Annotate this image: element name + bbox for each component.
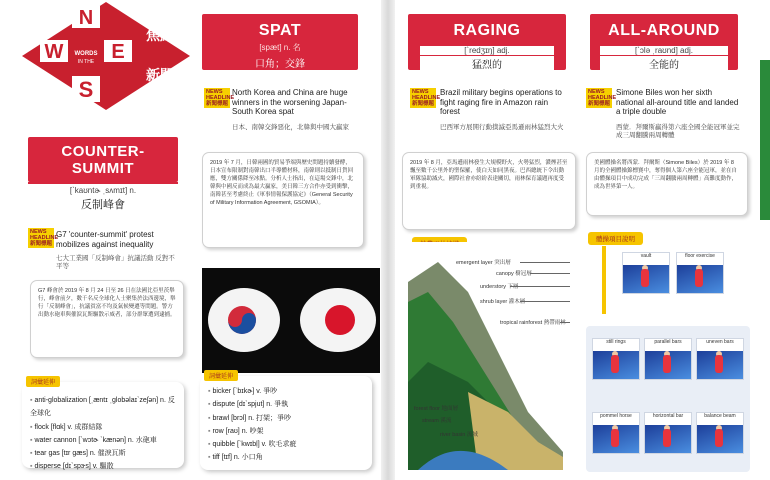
counter-summit-article-card [30, 280, 184, 358]
gym-event-name: pommel horse [600, 413, 632, 419]
spat-article-card [202, 152, 364, 248]
layer-label: canopy 樹冠層 [496, 271, 532, 277]
vocab-mid-tab: 詞彙延伸 [204, 370, 238, 381]
gym-event-tile [622, 252, 670, 294]
raging-headline: Brazil military begins operations to fight raging fire in Amazon rain forest [440, 88, 562, 116]
spat-word: SPAT [258, 22, 302, 39]
layer-leader [520, 262, 570, 263]
counter-summit-news-badge: NEWS HEADLINE 新聞標題 [30, 229, 59, 247]
layer-leader [510, 286, 570, 287]
gym-event-name: uneven bars [706, 339, 734, 345]
layer-label: forest floor 地面層 [414, 406, 459, 412]
all-around-word: ALL-AROUND [608, 22, 720, 39]
spat-banner [202, 14, 358, 70]
vocab-left-item: ▪ disperse [dɪˋspɝs] v. 驅散 [30, 460, 180, 473]
raging-pronunciation: [ˋredʒɪŋ] adj. [420, 46, 554, 55]
counter-summit-rule [28, 182, 178, 184]
gym-accent-bar [602, 246, 606, 314]
words-in-the-news-logo [20, 0, 192, 112]
vocab-mid-item: ▪ bicker [ˋbɪkɚ] v. 爭吵 [208, 385, 368, 398]
raging-headline-zh: 巴西軍方展開行動撲滅亞馬遜雨林猛烈大火 [440, 124, 564, 131]
spat-article-text: 2019 年 7 月，日韓兩國的貿易爭端與歷史問題持續發酵，日本宣布限制對南韓出口半導體材料，南韓則以抵制日貨回應，雙方關係降至冰點。分析人士指出，在這場交鋒中，北韓與中國反而成為最大贏家，美日韓三方合作亦受到衝擊，南韓甚至考慮終止《軍事情報保護協定》（General Security of Military Information Agreement, GSOMIA）。 [210, 160, 354, 206]
gym-event-tile [644, 412, 692, 454]
page-gutter [381, 0, 395, 480]
logo-strip: WORDS [74, 51, 98, 57]
layer-label: river basin 流域 [440, 432, 478, 438]
counter-summit-word-2: SUMMIT [71, 160, 135, 177]
gymnast-figure [663, 429, 671, 447]
all-around-headline-zh: 西蒙．拜爾斯贏得第六座全國全能冠軍並完成三周翻騰兩周轉體 [616, 124, 740, 139]
spat-translation: 口角；交鋒 [255, 59, 305, 70]
layer-leader [530, 273, 570, 274]
gym-event-name: floor exercise [685, 253, 715, 259]
rainforest-drawing [408, 242, 563, 470]
rainforest-layers-illustration [408, 242, 563, 470]
gymnast-figure [641, 269, 649, 287]
gym-event-name: horizontal bar [652, 413, 684, 419]
layer-leader [560, 322, 570, 323]
layer-label: emergent layer 突出層 [456, 260, 511, 266]
vocab-left-tab: 詞彙延伸 [26, 376, 60, 387]
gym-event-tile [676, 252, 724, 294]
counter-summit-article-text: G7 峰會於 2019 年 8 月 24 日至 26 日在法國比亞里茨舉行，峰會前夕，數千名反全球化人士聚集於法西邊境，舉行「反制峰會」，抗議貧富不均及氣候變遷等問題。警方出動水砲車與催淚瓦斯驅散示威者，部分群眾遭到逮捕。 [38, 288, 176, 318]
layer-label: shrub layer 灌木層 [480, 299, 526, 305]
spat-headline: North Korea and China are huge winners in the worsening Japan-South Korea spat [232, 88, 348, 116]
vocab-left-item: ▪ water cannon [ˋwɔtɚ ˋkænən] n. 水砲車 [30, 434, 180, 447]
gym-event-name: vault [640, 253, 652, 259]
spat-news-badge: NEWS HEADLINE 新聞標題 [206, 89, 235, 107]
gymnast-figure [611, 355, 619, 373]
gym-event-tile [644, 338, 692, 380]
raging-article-text: 2019 年 8 月，亞馬遜雨林發生大規模野火，火勢猛烈，濃煙甚至飄至數千公里外的聖保羅，使白天如同黑夜。巴西總統下令出動軍隊協助滅火，國際社會亦紛紛表達關切，雨林保育議題再度受到重視。 [410, 160, 568, 190]
vocab-left-item: ▪ flock [flɑk] v. 成群結隊 [30, 421, 180, 434]
vocab-mid-item: ▪ dispute [dɪˋspjut] n. 爭執 [208, 398, 368, 411]
gymnast-figure [611, 429, 619, 447]
logo-chars: 焦點 [146, 28, 174, 44]
layer-label: tropical rainforest 熱帶雨林 [500, 320, 566, 326]
logo-letter-w: W [44, 41, 64, 63]
vocab-left-item: ▪ anti-globalization [ˌæntɪ ˌɡlobəlaɪˋzeʃən] n. 反全球化 [30, 394, 180, 421]
gym-event-name: balance beam [704, 413, 736, 419]
gym-event-tile [592, 338, 640, 380]
vocab-mid-item: ▪ tiff [tɪf] n. 小口角 [208, 451, 368, 464]
counter-summit-pronunciation: [ˋkaʊntɚ ˌsʌmɪt] n. [69, 186, 137, 195]
right-edge-tab [760, 60, 770, 220]
layer-label: stream 溪流 [422, 418, 452, 424]
gym-event-name: still rings [606, 339, 626, 345]
vocab-box-left [22, 380, 184, 471]
raging-news-badge: NEWS HEADLINE 新聞標題 [412, 89, 441, 107]
gymnast-figure [695, 269, 703, 287]
vocab-mid-item: ▪ row [raʊ] n. 吵架 [208, 425, 368, 438]
spat-pronunciation: [spæt] n. 名 [259, 43, 301, 52]
counter-summit-headline: G7 'counter-summit' protest mobilizes against inequality [56, 230, 154, 249]
layer-leader [520, 301, 570, 302]
gymnast-figure [715, 355, 723, 373]
spat-headline-zh: 日本、南韓交鋒惡化，北韓與中國大贏家 [232, 124, 349, 131]
vocab-mid-item: ▪ quibble [ˋkwɪbḷ] v. 吹毛求疵 [208, 438, 368, 451]
gymnast-figure [663, 355, 671, 373]
svg-text:IN THE: IN THE [77, 59, 95, 65]
gym-event-tile [696, 412, 744, 454]
logo-letter-e: E [111, 41, 125, 63]
all-around-article-text: 美國體操名將西蒙．拜爾斯（Simone Biles）於 2019 年 8 月的全國體操錦標賽中，奪得個人第六座全能冠軍，並在自由體操項目中成功完成「三周翻騰兩周轉體」高難度動作，成為世界第一人。 [594, 160, 738, 190]
all-around-diagram-tag: 體操項目說明 [588, 232, 643, 245]
counter-summit-headline-zh: 七大工業國「反制峰會」抗議活動 反對不平等 [56, 255, 175, 270]
gym-event-name: parallel bars [654, 339, 682, 345]
all-around-pronunciation: [ˋɔlə ˌraʊnd] adj. [600, 46, 728, 55]
gymnast-figure [715, 429, 723, 447]
logo-letter-s: S [78, 77, 94, 102]
all-around-translation: 全能的 [600, 56, 728, 71]
gym-event-tile [696, 338, 744, 380]
all-around-news-badge: NEWS HEADLINE 新聞標題 [588, 89, 617, 107]
fists-illustration [202, 268, 380, 373]
raging-word: RAGING [453, 22, 521, 39]
counter-summit-word-1: COUNTER- [61, 143, 145, 160]
japan-korea-fists-photo [202, 268, 380, 373]
vocab-left-item: ▪ tear gas [tɪr ɡæs] n. 催淚瓦斯 [30, 447, 180, 460]
all-around-article-card [586, 152, 748, 216]
raging-translation: 猛烈的 [420, 56, 554, 71]
raging-article-card [402, 152, 576, 230]
all-around-headline: Simone Biles won her sixth national all-around title and landed a triple double [616, 88, 739, 116]
logo-letter-n: N [78, 7, 94, 29]
layer-label: understory 下層 [480, 284, 519, 290]
gym-event-tile [592, 412, 640, 454]
counter-summit-banner [28, 137, 178, 182]
svg-text:新聞: 新聞 [146, 68, 174, 84]
vocab-mid-item: ▪ brawl [brɔl] n. 打架；爭吵 [208, 412, 368, 425]
vocab-box-mid [200, 376, 372, 470]
counter-summit-translation: 反制峰會 [81, 199, 125, 211]
